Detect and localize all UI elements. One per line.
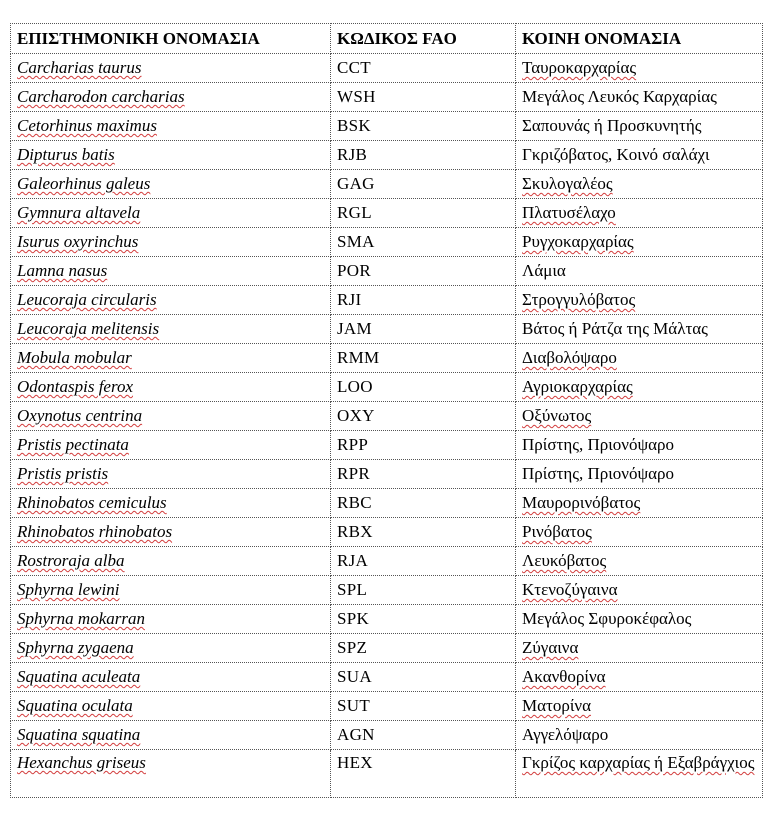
common-name-cell: Γκριζόβατος, Κοινό σαλάχι xyxy=(516,141,763,170)
fao-code-cell: RBX xyxy=(331,518,516,547)
scientific-name-cell: Pristis pectinata xyxy=(11,431,331,460)
table-row xyxy=(11,692,763,721)
table-row xyxy=(11,663,763,692)
scientific-name-cell: Cetorhinus maximus xyxy=(11,112,331,141)
common-name-cell: Μεγάλος Λευκός Καρχαρίας xyxy=(516,83,763,112)
table-row xyxy=(11,547,763,576)
common-name-cell: Κτενοζύγαινα xyxy=(516,576,763,605)
common-name-cell: Λάμια xyxy=(516,257,763,286)
fao-code-cell: JAM xyxy=(331,315,516,344)
table-row xyxy=(11,257,763,286)
common-name-cell: Πρίστης, Πριονόψαρο xyxy=(516,431,763,460)
scientific-name-cell: Rostroraja alba xyxy=(11,547,331,576)
common-name-cell: Μαυρορινόβατος xyxy=(516,489,763,518)
table-row xyxy=(11,634,763,663)
table-row xyxy=(11,54,763,83)
common-name-cell: Ταυροκαρχαρίας xyxy=(516,54,763,83)
scientific-name-cell: Sphyrna lewini xyxy=(11,576,331,605)
table-row xyxy=(11,286,763,315)
fao-code-cell: SUA xyxy=(331,663,516,692)
table-row xyxy=(11,605,763,634)
scientific-name-cell: Leucoraja melitensis xyxy=(11,315,331,344)
fao-code-cell: SPK xyxy=(331,605,516,634)
fao-code-cell: GAG xyxy=(331,170,516,199)
fao-code-cell: RJA xyxy=(331,547,516,576)
common-name-cell: Ακανθορίνα xyxy=(516,663,763,692)
fao-code-cell: OXY xyxy=(331,402,516,431)
table-row xyxy=(11,489,763,518)
common-name-cell: Σαπουνάς ή Προσκυνητής xyxy=(516,112,763,141)
scientific-name-cell: Galeorhinus galeus xyxy=(11,170,331,199)
common-name-cell: Στρογγυλόβατος xyxy=(516,286,763,315)
scientific-name-cell: Rhinobatos cemiculus xyxy=(11,489,331,518)
table-row xyxy=(11,576,763,605)
scientific-name-cell: Mobula mobular xyxy=(11,344,331,373)
common-name-cell: Λευκόβατος xyxy=(516,547,763,576)
scientific-name-cell: Isurus oxyrinchus xyxy=(11,228,331,257)
header-fao-code: ΚΩΔΙΚΟΣ FAO xyxy=(331,24,516,54)
header-scientific-name: ΕΠΙΣΤΗΜΟΝΙΚΗ ΟΝΟΜΑΣΙΑ xyxy=(11,24,331,54)
common-name-cell: Μεγάλος Σφυροκέφαλος xyxy=(516,605,763,634)
common-name-cell: Διαβολόψαρο xyxy=(516,344,763,373)
table-row xyxy=(11,402,763,431)
table-row xyxy=(11,199,763,228)
common-name-cell: Οξύνωτος xyxy=(516,402,763,431)
header-row xyxy=(11,24,763,54)
scientific-name-cell: Dipturus batis xyxy=(11,141,331,170)
fao-code-cell: SPZ xyxy=(331,634,516,663)
table-row xyxy=(11,750,763,798)
table-row xyxy=(11,112,763,141)
common-name-cell: Πρίστης, Πριονόψαρο xyxy=(516,460,763,489)
scientific-name-cell: Sphyrna zygaena xyxy=(11,634,331,663)
header-common-name: ΚΟΙΝΗ ΟΝΟΜΑΣΙΑ xyxy=(516,24,763,54)
fao-code-cell: RGL xyxy=(331,199,516,228)
fao-code-cell: RJI xyxy=(331,286,516,315)
scientific-name-cell: Hexanchus griseus xyxy=(11,750,331,798)
fao-code-cell: CCT xyxy=(331,54,516,83)
table-row xyxy=(11,83,763,112)
scientific-name-cell: Squatina oculata xyxy=(11,692,331,721)
table-row xyxy=(11,344,763,373)
table-row xyxy=(11,141,763,170)
fao-code-cell: SPL xyxy=(331,576,516,605)
fao-code-cell: LOO xyxy=(331,373,516,402)
fao-code-cell: SUT xyxy=(331,692,516,721)
common-name-cell: Σκυλογαλέος xyxy=(516,170,763,199)
common-name-cell: Ρινόβατος xyxy=(516,518,763,547)
scientific-name-cell: Oxynotus centrina xyxy=(11,402,331,431)
table-row xyxy=(11,721,763,750)
fao-code-cell: AGN xyxy=(331,721,516,750)
fao-code-cell: BSK xyxy=(331,112,516,141)
table-row xyxy=(11,228,763,257)
table-row xyxy=(11,518,763,547)
common-name-cell: Γκρίζος καρχαρίας ή Εξαβράγχιος xyxy=(516,750,763,798)
fao-code-cell: WSH xyxy=(331,83,516,112)
scientific-name-cell: Gymnura altavela xyxy=(11,199,331,228)
species-table xyxy=(10,23,763,798)
scientific-name-cell: Carcharias taurus xyxy=(11,54,331,83)
fao-code-cell: RJB xyxy=(331,141,516,170)
fao-code-cell: RMM xyxy=(331,344,516,373)
table-row xyxy=(11,460,763,489)
scientific-name-cell: Pristis pristis xyxy=(11,460,331,489)
scientific-name-cell: Squatina aculeata xyxy=(11,663,331,692)
common-name-cell: Ζύγαινα xyxy=(516,634,763,663)
fao-code-cell: POR xyxy=(331,257,516,286)
scientific-name-cell: Odontaspis ferox xyxy=(11,373,331,402)
table-row xyxy=(11,431,763,460)
fao-code-cell: RPR xyxy=(331,460,516,489)
table-row xyxy=(11,373,763,402)
table-row xyxy=(11,315,763,344)
scientific-name-cell: Carcharodon carcharias xyxy=(11,83,331,112)
fao-code-cell: RPP xyxy=(331,431,516,460)
fao-code-cell: RBC xyxy=(331,489,516,518)
scientific-name-cell: Sphyrna mokarran xyxy=(11,605,331,634)
scientific-name-cell: Squatina squatina xyxy=(11,721,331,750)
scientific-name-cell: Rhinobatos rhinobatos xyxy=(11,518,331,547)
common-name-cell: Αγγελόψαρο xyxy=(516,721,763,750)
common-name-cell: Αγριοκαρχαρίας xyxy=(516,373,763,402)
table-row xyxy=(11,170,763,199)
common-name-cell: Πλατυσέλαχο xyxy=(516,199,763,228)
common-name-cell: Ματορίνα xyxy=(516,692,763,721)
fao-code-cell: SMA xyxy=(331,228,516,257)
common-name-cell: Ρυγχοκαρχαρίας xyxy=(516,228,763,257)
scientific-name-cell: Lamna nasus xyxy=(11,257,331,286)
common-name-cell: Βάτος ή Ράτζα της Μάλτας xyxy=(516,315,763,344)
scientific-name-cell: Leucoraja circularis xyxy=(11,286,331,315)
fao-code-cell: HEX xyxy=(331,750,516,798)
